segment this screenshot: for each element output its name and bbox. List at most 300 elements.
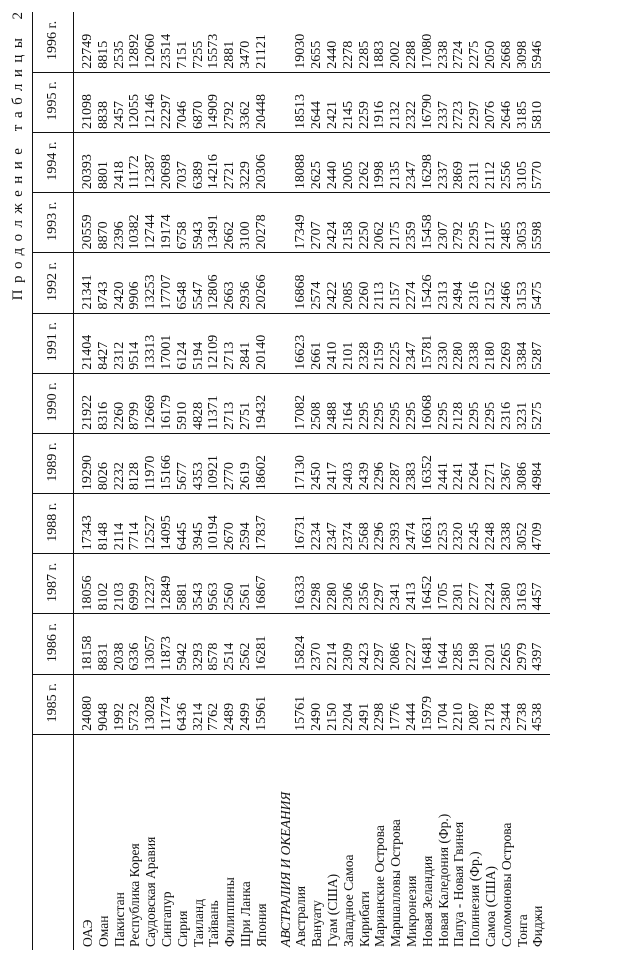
table-cell: 5910 [175,373,191,433]
table-cell: 5770 [530,132,550,192]
table-cell: 2556 [499,132,515,192]
table-cell: 10382 [127,193,143,253]
table-cell: 2288 [404,12,420,72]
table-cell: 2568 [357,494,373,554]
table-row [404,12,420,950]
table-cell: 2298 [372,674,388,734]
table-cell: 2128 [451,373,467,433]
table-cell: 8799 [127,373,143,433]
table-cell: 9563 [206,554,222,614]
table-cell: 2210 [451,674,467,734]
table-cell: 12060 [143,12,159,72]
table-cell: 12055 [127,72,143,132]
table-cell: 1705 [436,554,452,614]
table-row [436,12,452,950]
table-cell: 12669 [143,373,159,433]
row-label: Тонга [514,914,530,947]
table-cell: 2280 [325,554,341,614]
section-heading: АВСТРАЛИЯ И ОКЕАНИЯ [277,791,293,947]
table-cell: 2474 [404,494,420,554]
table-cell: 2792 [451,193,467,253]
table-row [372,12,388,950]
table-row [467,12,483,950]
table-cell: 1644 [436,614,452,674]
table-cell: 2359 [404,193,420,253]
table-cell: 2117 [483,193,499,253]
table-cell: 2337 [436,132,452,192]
table-cell: 10921 [206,433,222,493]
row-label: Сингапур [158,891,174,947]
column-header-year: 1990 г. [33,373,74,433]
table-cell: 2175 [388,193,404,253]
row-label: Папуа - Новая Гвинея [451,821,467,947]
table-cell: 2367 [499,433,515,493]
table-cell: 2062 [372,193,388,253]
table-cell: 2307 [436,193,452,253]
row-label: Кирибати [356,891,372,947]
table-cell: 12237 [143,554,159,614]
table-cell: 2112 [483,132,499,192]
table-cell: 15961 [254,674,270,734]
table-cell: 3231 [515,373,531,433]
table-cell: 15761 [293,674,309,734]
table-cell: 2424 [325,193,341,253]
table-cell: 3362 [238,72,254,132]
table-cell: 3185 [515,72,531,132]
table-cell: 2280 [451,313,467,373]
table-cell: 12744 [143,193,159,253]
table-cell: 5881 [175,554,191,614]
row-label: Полинезия (Фр.) [467,851,483,947]
table-cell: 16867 [254,554,270,614]
column-header-year: 1985 г. [33,674,74,734]
table-cell: 3105 [515,132,531,192]
table-cell: 2713 [222,313,238,373]
table-cell: 8838 [96,72,112,132]
table-cell: 2668 [499,12,515,72]
column-header-year: 1986 г. [33,614,74,674]
table-cell [270,614,294,674]
table-cell: 2869 [451,132,467,192]
table-cell: 4353 [191,433,207,493]
table-cell: 11774 [159,674,175,734]
table-cell: 2275 [467,12,483,72]
table-cell: 5677 [175,433,191,493]
table-cell [270,674,294,734]
table-cell: 2499 [238,674,254,734]
table-cell: 8801 [96,132,112,192]
table-cell: 7762 [206,674,222,734]
table-cell: 11371 [206,373,222,433]
table-cell: 3053 [515,193,531,253]
table-cell: 2440 [325,12,341,72]
table-cell: 2881 [222,12,238,72]
table-cell: 2770 [222,433,238,493]
table-cell: 3945 [191,494,207,554]
row-label: Сирия [174,910,190,947]
table-cell: 2574 [309,253,325,313]
table-row [530,12,550,950]
table-cell: 2663 [222,253,238,313]
table-cell: 17130 [293,433,309,493]
table-cell: 2646 [499,72,515,132]
table-cell: 2103 [112,554,128,614]
table-cell: 8743 [96,253,112,313]
table-cell: 13253 [143,253,159,313]
table-cell: 2723 [451,72,467,132]
table-cell: 2157 [388,253,404,313]
table-cell: 3543 [191,554,207,614]
table-cell: 2322 [404,72,420,132]
table-cell: 2158 [341,193,357,253]
table-cell: 2724 [451,12,467,72]
table-cell: 2132 [388,72,404,132]
table-row [420,12,436,950]
table-cell: 2295 [483,373,499,433]
table-cell: 2295 [467,373,483,433]
table-cell: 2644 [309,72,325,132]
table-cell: 2301 [451,554,467,614]
table-cell: 2661 [309,313,325,373]
row-label: Республика Корея [127,843,143,947]
table-cell [270,12,294,72]
row-label: Пакистан [111,892,127,947]
table-cell: 2297 [467,72,483,132]
table-cell: 8831 [96,614,112,674]
table-cell: 2295 [404,373,420,433]
table-cell: 2420 [112,253,128,313]
table-cell: 18056 [74,554,96,614]
table-cell: 2594 [238,494,254,554]
table-cell: 2135 [388,132,404,192]
table-cell: 2841 [238,313,254,373]
table-cell: 1998 [372,132,388,192]
table-cell: 19030 [293,12,309,72]
table-cell: 2159 [372,313,388,373]
column-header-year: 1996 г. [33,12,74,72]
table-cell: 2670 [222,494,238,554]
table-cell: 8148 [96,494,112,554]
table-cell: 20448 [254,72,270,132]
table-cell: 24080 [74,674,96,734]
table-cell: 8316 [96,373,112,433]
table-cell: 13028 [143,674,159,734]
table-row [191,12,207,950]
table-cell: 7151 [175,12,191,72]
caption-label: Продолжение таблицы [10,31,26,301]
table-cell: 2264 [467,433,483,493]
table-cell: 2328 [357,313,373,373]
table-cell: 12849 [159,554,175,614]
table-cell: 2269 [499,313,515,373]
column-header-year: 1989 г. [33,433,74,493]
table-cell: 2380 [499,554,515,614]
table-cell: 2260 [357,253,373,313]
table-cell: 2423 [357,614,373,674]
table-cell: 2298 [309,554,325,614]
table-cell: 2262 [357,132,373,192]
table-cell: 2383 [404,433,420,493]
table-cell: 2489 [222,674,238,734]
table-cell: 2150 [325,674,341,734]
table-cell: 2316 [467,253,483,313]
table-cell: 18602 [254,433,270,493]
table-cell: 6758 [175,193,191,253]
table-row [357,12,373,950]
table-cell: 2285 [357,12,373,72]
table-cell: 2721 [222,132,238,192]
table-cell: 2625 [309,132,325,192]
table-cell: 2285 [451,614,467,674]
table-cell: 1883 [372,12,388,72]
table-cell: 4457 [530,554,550,614]
table-cell: 2178 [483,674,499,734]
table-cell: 2457 [112,72,128,132]
row-label: Фиджи [530,905,546,947]
section-row [270,12,294,950]
table-cell: 8102 [96,554,112,614]
table-cell: 2494 [451,253,467,313]
table-cell: 17707 [159,253,175,313]
table-cell: 3384 [515,313,531,373]
table-cell: 3470 [238,12,254,72]
table-cell: 2297 [372,554,388,614]
table-cell: 2271 [483,433,499,493]
table-cell: 13057 [143,614,159,674]
table-cell: 11970 [143,433,159,493]
table-cell: 15426 [420,253,436,313]
table-cell: 16352 [420,433,436,493]
table-cell: 2662 [222,193,238,253]
table-cell: 2374 [341,494,357,554]
caption-table-number: 2 [10,12,26,20]
table-cell: 7714 [127,494,143,554]
table-cell: 2393 [388,494,404,554]
table-cell: 21098 [74,72,96,132]
table-cell: 6389 [191,132,207,192]
table-cell: 20140 [254,313,270,373]
table-cell: 2535 [112,12,128,72]
row-label: Оман [95,915,111,947]
table-cell: 3229 [238,132,254,192]
row-label: Микронезия [403,875,419,947]
table-cell: 2347 [404,132,420,192]
table-cell: 2466 [499,253,515,313]
table-cell: 2248 [483,494,499,554]
table-cell: 2278 [341,12,357,72]
table-cell: 7255 [191,12,207,72]
row-label: Австралия [293,885,309,947]
table-cell: 1776 [388,674,404,734]
table-cell: 5475 [530,253,550,313]
table-row [325,12,341,950]
table-cell: 5946 [530,12,550,72]
table-cell: 2245 [467,494,483,554]
table-cell: 2316 [499,373,515,433]
table-cell: 15458 [420,193,436,253]
table-cell: 2287 [388,433,404,493]
table-cell: 17082 [293,373,309,433]
column-header-year: 1991 г. [33,313,74,373]
table-cell: 2655 [309,12,325,72]
table-cell: 21404 [74,313,96,373]
table-cell: 2561 [238,554,254,614]
table-cell: 15166 [159,433,175,493]
table-cell: 4397 [530,614,550,674]
table-cell: 1916 [372,72,388,132]
table-cell: 2306 [341,554,357,614]
table-cell: 16868 [293,253,309,313]
table-cell: 12806 [206,253,222,313]
table-cell: 15573 [206,12,222,72]
table-cell: 16452 [420,554,436,614]
table-cell: 2396 [112,193,128,253]
table-cell: 6445 [175,494,191,554]
table-cell: 16481 [420,614,436,674]
table-cell: 3163 [515,554,531,614]
table-cell: 11172 [127,132,143,192]
table-cell: 15979 [420,674,436,734]
table-cell: 16623 [293,313,309,373]
table-cell: 2979 [515,614,531,674]
table-cell: 2180 [483,313,499,373]
header-row [33,12,74,950]
table-cell: 8026 [96,433,112,493]
table-cell: 5732 [127,674,143,734]
table-cell: 16068 [420,373,436,433]
row-label: Шри Ланка [237,881,253,947]
table-cell: 19290 [74,433,96,493]
table-row [222,12,238,950]
table-cell: 2370 [309,614,325,674]
table-cell: 17080 [420,12,436,72]
table-row [127,12,143,950]
table-row [238,12,254,950]
table-cell: 2296 [372,433,388,493]
table-cell: 4709 [530,494,550,554]
table-row [206,12,222,950]
table-cell: 2936 [238,253,254,313]
table-cell: 2295 [467,193,483,253]
table-cell: 8870 [96,193,112,253]
table-cell: 14909 [206,72,222,132]
table-cell: 3293 [191,614,207,674]
table-cell: 5598 [530,193,550,253]
row-label: Филиппины [222,877,238,947]
table-row [254,12,270,950]
table-cell: 2450 [309,433,325,493]
row-label: Самоа (США) [482,865,498,947]
table-cell: 1992 [112,674,128,734]
table-cell [270,253,294,313]
table-cell: 16631 [420,494,436,554]
table-cell: 2204 [341,674,357,734]
table-cell: 2421 [325,72,341,132]
table-cell: 2085 [341,253,357,313]
table-cell: 20278 [254,193,270,253]
table-cell: 2619 [238,433,254,493]
table-cell: 2113 [372,253,388,313]
table-cell: 12892 [127,12,143,72]
column-header-name [33,734,74,950]
table-cell: 2440 [325,132,341,192]
table-cell [270,313,294,373]
table-cell: 2441 [436,433,452,493]
table-cell: 2562 [238,614,254,674]
table-row [483,12,499,950]
table-cell: 2241 [451,433,467,493]
row-label: ОАЭ [80,919,95,947]
table-cell: 2418 [112,132,128,192]
table-cell: 6436 [175,674,191,734]
table-cell: 2087 [467,674,483,734]
table-cell: 2253 [436,494,452,554]
row-label: Вануату [309,900,325,947]
table-cell: 9906 [127,253,143,313]
row-label: Новая Зеландия [419,855,435,947]
table-cell: 5943 [191,193,207,253]
table-cell: 2413 [404,554,420,614]
table-cell: 2259 [357,72,373,132]
table-cell: 5810 [530,72,550,132]
table-cell: 2347 [404,313,420,373]
table-cell: 18513 [293,72,309,132]
table-cell: 8578 [206,614,222,674]
table-cell: 2224 [483,554,499,614]
table-cell [270,373,294,433]
table-cell: 19432 [254,373,270,433]
table-cell: 2201 [483,614,499,674]
table-cell: 5194 [191,313,207,373]
table-row [74,12,96,950]
table-cell: 2311 [467,132,483,192]
table-cell: 22749 [74,12,96,72]
table-cell: 16179 [159,373,175,433]
table-row [143,12,159,950]
table-cell: 2274 [404,253,420,313]
table-cell: 18158 [74,614,96,674]
table-cell: 2491 [357,674,373,734]
table-cell: 2344 [499,674,515,734]
table-cell: 13491 [206,193,222,253]
table-cell: 2338 [499,494,515,554]
table-cell: 3098 [515,12,531,72]
table-caption [10,12,27,300]
table-cell: 2488 [325,373,341,433]
row-label: Маршалловы Острова [388,819,404,947]
table-row [112,12,128,950]
row-label: Япония [253,903,269,947]
table-cell: 16281 [254,614,270,674]
table-row [515,12,531,950]
table-cell: 2005 [341,132,357,192]
table-cell: 2320 [451,494,467,554]
table-cell: 4828 [191,373,207,433]
table-cell: 23514 [159,12,175,72]
table-cell: 20698 [159,132,175,192]
table-cell: 6870 [191,72,207,132]
table-cell: 2309 [341,614,357,674]
table-cell: 2250 [357,193,373,253]
table-cell: 2234 [309,494,325,554]
table-cell: 2214 [325,614,341,674]
table-cell: 3052 [515,494,531,554]
table-cell: 2560 [222,554,238,614]
table-row [96,12,112,950]
table-row [293,12,309,950]
table-row [451,12,467,950]
table-cell: 19174 [159,193,175,253]
